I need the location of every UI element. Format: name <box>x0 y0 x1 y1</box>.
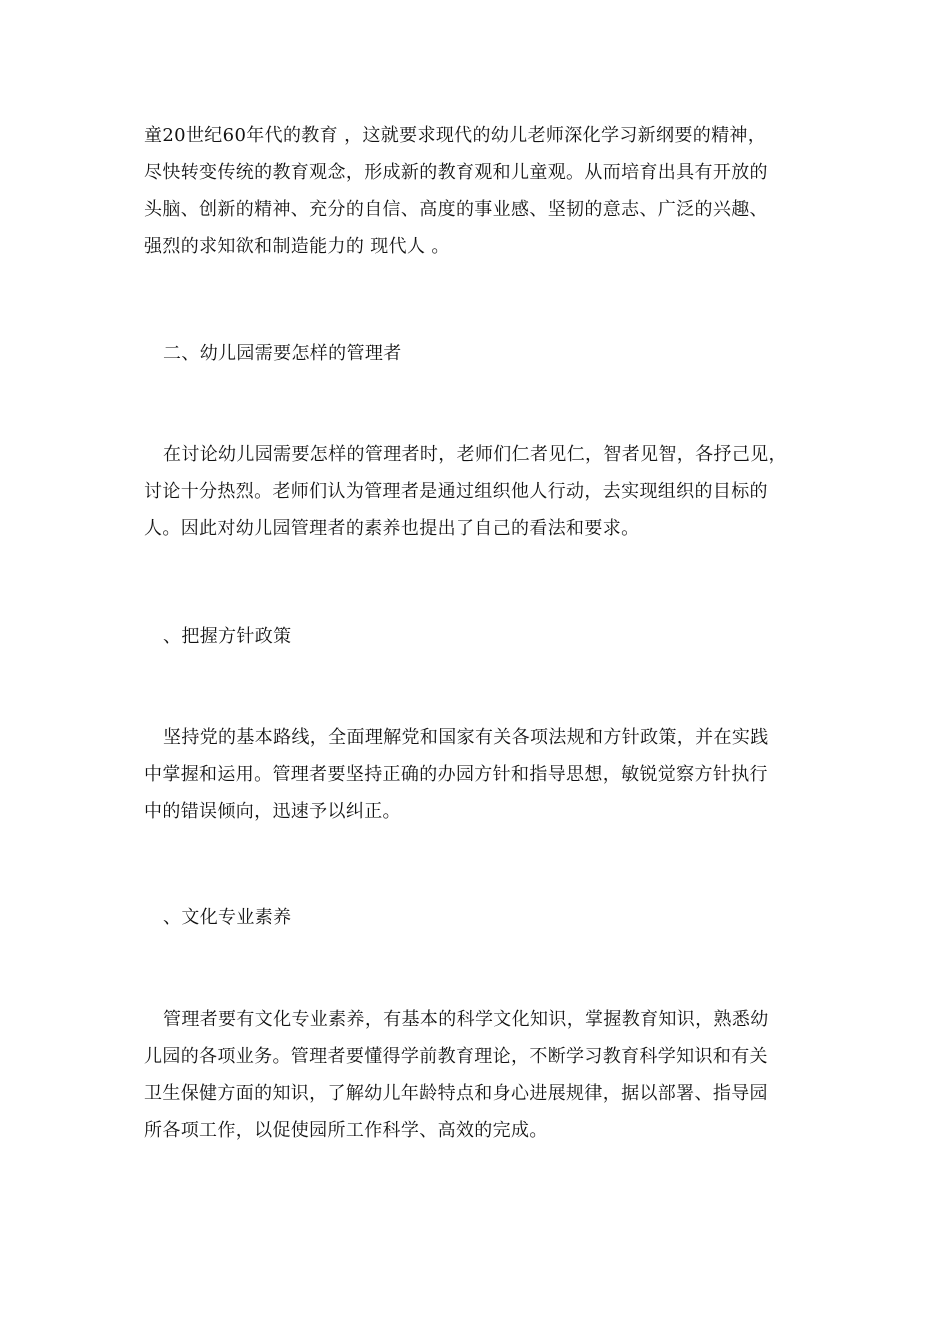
paragraph-4-line-4: 所各项工作，以促使园所工作科学、高效的完成。 <box>144 1120 548 1141</box>
paragraph-4-line-1: 管理者要有文化专业素养，有基本的科学文化知识，掌握教育知识，熟悉幼 <box>163 1009 769 1030</box>
paragraph-1-line-2: 尽快转变传统的教育观念，形成新的教育观和儿童观。从而培育出具有开放的 <box>144 162 768 183</box>
paragraph-3-line-3: 中的错误倾向，迅速予以纠正。 <box>144 801 401 822</box>
paragraph-2-line-3: 人。因此对幼儿园管理者的素养也提出了自己的看法和要求。 <box>144 518 640 539</box>
paragraph-1-line-1: 童20世纪60年代的教育 ，这就要求现代的幼儿老师深化学习新纲要的精神， <box>144 125 767 146</box>
section-heading-managers: 二、幼儿园需要怎样的管理者 <box>163 343 402 364</box>
paragraph-4-line-3: 卫生保健方面的知识，了解幼儿年龄特点和身心进展规律，据以部署、指导园 <box>144 1083 768 1104</box>
paragraph-3-line-2: 中掌握和运用。管理者要坚持正确的办园方针和指导思想，敏锐觉察方针执行 <box>144 764 768 785</box>
paragraph-1-line-3: 头脑、创新的精神、充分的自信、高度的事业感、坚韧的意志、广泛的兴趣、 <box>144 199 768 220</box>
paragraph-4-line-2: 儿园的各项业务。管理者要懂得学前教育理论，不断学习教育科学知识和有关 <box>144 1046 768 1067</box>
paragraph-2-line-2: 讨论十分热烈。老师们认为管理者是通过组织他人行动，去实现组织的目标的 <box>144 481 768 502</box>
paragraph-2-line-1: 在讨论幼儿园需要怎样的管理者时，老师们仁者见仁，智者见智，各抒己见， <box>163 444 787 465</box>
subheading-professional-quality: 、文化专业素养 <box>163 907 292 928</box>
paragraph-3-line-1: 坚持党的基本路线，全面理解党和国家有关各项法规和方针政策，并在实践 <box>163 727 769 748</box>
paragraph-1-line-4: 强烈的求知欲和制造能力的 现代人 。 <box>144 236 450 257</box>
subheading-policy: 、把握方针政策 <box>163 626 292 647</box>
